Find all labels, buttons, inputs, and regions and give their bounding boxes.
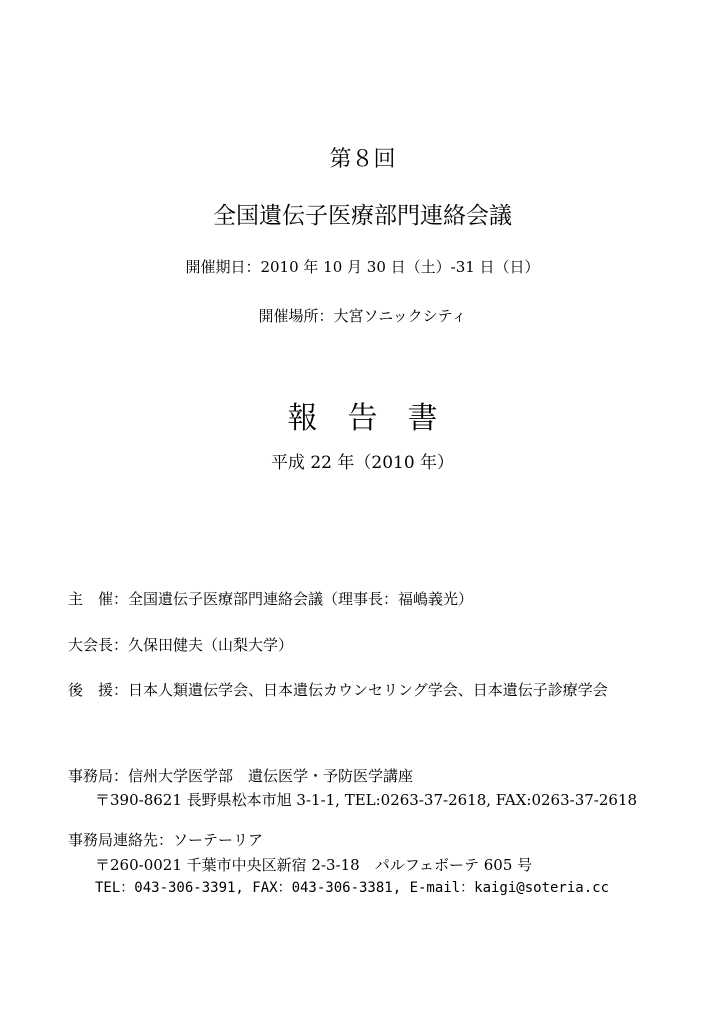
report-year: 平成 22 年（2010 年） (270, 453, 455, 473)
support-line: 後 援：日本人類遺伝学会、日本遺伝カウンセリング学会、日本遺伝子診療学会 (68, 681, 608, 699)
office-line: 事務局：信州大学医学部 遺伝医学・予防医学講座 (68, 767, 414, 785)
president-line: 大会長：久保田健夫（山梨大学） (68, 636, 294, 654)
host-line: 主 催：全国遺伝子医療部門連絡会議（理事長：福嶋義光） (68, 590, 474, 608)
report-title: 報 告 書 (287, 401, 438, 436)
meeting-name: 全国遺伝子医療部門連絡会議 (213, 203, 512, 229)
contact-address: 〒260-0021 千葉市中央区新宿 2-3-18 パルフェボーテ 605 号 (95, 856, 533, 874)
office-address: 〒390-8621 長野県松本市旭 3-1-1, TEL:0263-37-2618, FAX:0263-37-2618 (95, 791, 638, 809)
meeting-venue: 開催場所：大宮ソニックシティ (258, 307, 467, 325)
contact-label: 事務局連絡先：ソーテーリア (68, 831, 264, 849)
meeting-date: 開催期日：2010 年 10 月 30 日（土）-31 日（日） (185, 258, 540, 276)
meeting-round: 第８回 (329, 147, 396, 172)
contact-tel-line: TEL：043-306-3391, FAX：043-306-3381, E-mail：kaigi@soteria.cc (95, 880, 610, 896)
